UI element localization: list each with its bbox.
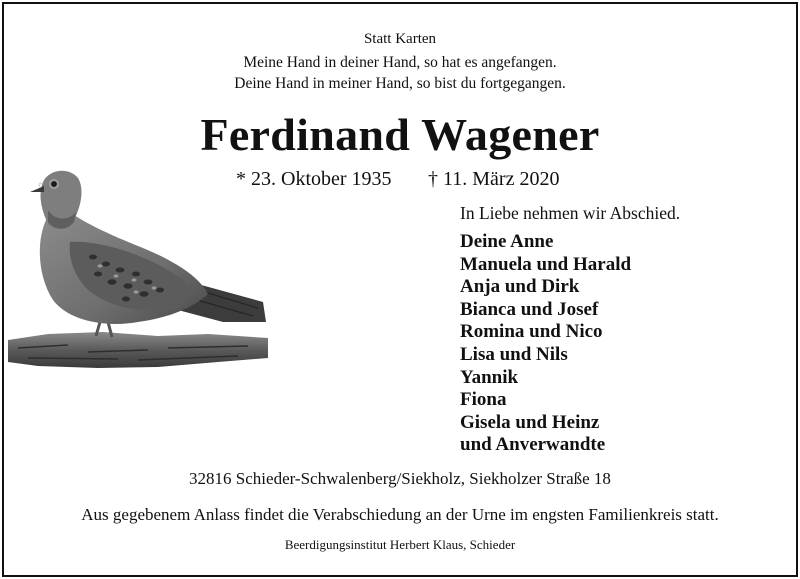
mourner-name: Romina und Nico [460,321,603,343]
mourner-name: Manuela und Harald [460,253,632,275]
mourner-name: Bianca und Josef [460,298,599,320]
poem-line-2: Deine Hand in meiner Hand, so bist du fortgegangen. [234,75,566,92]
pigeon-image [8,162,270,372]
mourner-name: Yannik [460,366,519,388]
birth-date: * 23. Oktober 1935 [236,168,392,190]
family-address: 32816 Schieder-Schwalenberg/Siekholz, Siekholzer Straße 18 [189,469,611,488]
undertaker-credit: Beerdigungsinstitut Herbert Klaus, Schieder [284,537,516,552]
death-date: † 11. März 2020 [428,168,560,190]
poem-line-1: Meine Hand in deiner Hand, so hat es angefangen. [243,54,557,71]
ceremony-note: Aus gegebenem Anlass findet die Verabschiedung an der Urne im engsten Familienkreis statt. [81,505,719,524]
mourner-name: und Anverwandte [460,434,606,456]
mourners-list [460,231,631,457]
mourner-name: Fiona [460,389,507,411]
farewell-text: In Liebe nehmen wir Abschied. [460,203,681,223]
mourner-name: Deine Anne [460,231,554,252]
deceased-name: Ferdinand Wagener [200,109,600,160]
mourner-name: Anja und Dirk [460,276,580,298]
mourner-name: Lisa und Nils [460,343,568,365]
mourner-name: Gisela und Heinz [460,411,600,433]
intro-text: Statt Karten [363,31,437,47]
